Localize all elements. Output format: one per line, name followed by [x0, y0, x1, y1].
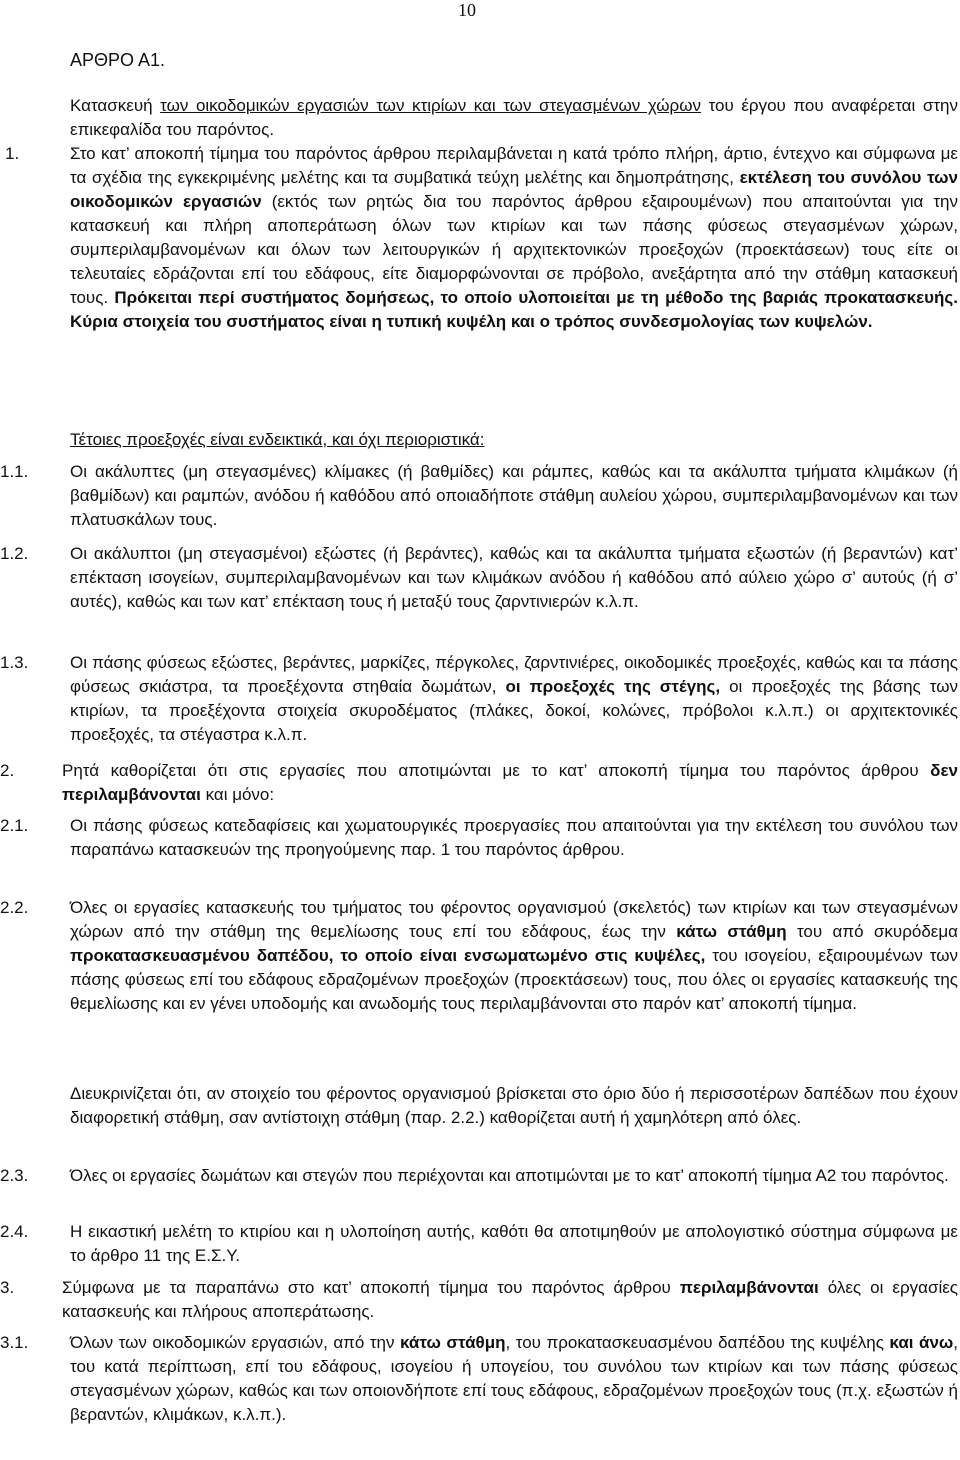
article-title: ΑΡΘΡΟ Α1. — [70, 50, 166, 70]
section-text: Οι ακάλυπτοι (μη στεγασμένοι) εξώστες (ή βεράντες), καθώς και τα ακάλυπτα τμήματα εξωστών (ή βεραντών) κατ’ επέκταση ισογείων, συμπεριλαμβανομένων και των κλιμάκων ανόδου ή καθόδου από αύλειο χώρο σ’ αυτούς (ή σ’ αυτές), καθώς και των κατ’ επέκταση τους ή μεταξύ τους ζαρντινιερών κ.λ.π. — [70, 544, 958, 611]
section-number: 2.4. — [0, 1222, 29, 1241]
section-number: 3. — [0, 1278, 15, 1297]
section-number: 2.2. — [0, 898, 29, 917]
section-text: Οι πάσης φύσεως κατεδαφίσεις και χωματουργικές προεργασίες που απαιτούνται για την εκτέλεση του συνόλου των παραπάνω κατασκευών της προηγούμενης παρ. 1 του παρόντος άρθρου. — [70, 816, 958, 859]
section-number: 3.1. — [0, 1333, 29, 1352]
section-text: Σύμφωνα με τα παραπάνω στο κατ’ αποκοπή τίμημα του παρόντος άρθρου περιλαμβάνονται όλες οι εργασίες κατασκευής και πλήρους αποπεράτωσης. — [62, 1278, 958, 1321]
examples-note: Τέτοιες προεξοχές είναι ενδεικτικά, και όχι περιοριστικά: — [70, 430, 485, 449]
section-text: Όλων των οικοδομικών εργασιών, από την κάτω στάθμη, του προκατασκευασμένου δαπέδου της κυψέλης και άνω, του κατά περίπτωση, επί του εδάφους, ισογείου ή υπογείου, του συνόλου των κτιρίων και των πάσης φύσεως στεγασμένων χώρων, καθώς και των οποιονδήποτε επί τους εδάφους, εδραζομένων προεξοχών τους (π.χ. εξωστών ή βεραντών, κλιμάκων, κ.λ.π.). — [70, 1333, 959, 1424]
intro-paragraph: Κατασκευή των οικοδομικών εργασιών των κτιρίων και των στεγασμένων χώρων του έργου που αναφέρεται στην επικεφαλίδα του παρόντος. — [70, 96, 958, 139]
section-text: Η εικαστική μελέτη το κτιρίου και η υλοποίηση αυτής, καθότι θα αποτιμηθούν με απολογιστικό σύστημα σύμφωνα με το άρθρο 11 της Ε.Σ.Υ. — [70, 1222, 958, 1265]
page-number: 10 — [458, 0, 476, 20]
clarification-paragraph: Διευκρινίζεται ότι, αν στοιχείο του φέροντος οργανισμού βρίσκεται στο όριο δύο ή περισσοτέρων δαπέδων που έχουν διαφορετική στάθμη, σαν αντίστοιχη στάθμη (παρ. 2.2.) καθορίζεται αυτή ή χαμηλότερη από όλες. — [70, 1084, 958, 1127]
section-number: 1.3. — [0, 653, 29, 672]
section-text: Οι ακάλυπτες (μη στεγασμένες) κλίμακες (ή βαθμίδες) και ράμπες, καθώς και τα ακάλυπτα τμήματα κλιμάκων (ή βαθμίδων) και ραμπών, ανόδου ή καθόδου από οποιαδήποτε στάθμη αυλείου χώρου, συμπεριλαμβανομένων και των πλατυσκάλων τους. — [70, 462, 958, 529]
section-text: Ρητά καθορίζεται ότι στις εργασίες που αποτιμώνται με το κατ’ αποκοπή τίμημα του παρόντος άρθρου δεν περιλαμβάνονται και μόνο: — [62, 761, 958, 804]
section-number: 2. — [0, 761, 15, 780]
section-text: Οι πάσης φύσεως εξώστες, βεράντες, μαρκίζες, πέργκολες, ζαρντινιέρες, οικοδομικές προεξοχές, καθώς και τα πάσης φύσεως σκιάστρα, τα προεξέχοντα στηθαία δωμάτων, οι προεξοχές της στέγης, οι προεξοχές της βάσης των κτιρίων, τα προεξέχοντα στοιχεία σκυροδέματος (πλάκες, δοκοί, κολώνες, πρόβολοι κ.λ.π.) οι αρχιτεκτονικές προεξοχές, τα στέγαστρα κ.λ.π. — [70, 653, 958, 744]
section-text: Όλες οι εργασίες δωμάτων και στεγών που περιέχονται και αποτιμώνται με το κατ’ αποκοπή τίμημα Α2 του παρόντος. — [70, 1166, 949, 1185]
section-number: 1.1. — [0, 462, 29, 481]
section-number: 2.1. — [0, 816, 29, 835]
section-text: Στο κατ’ αποκοπή τίμημα του παρόντος άρθρου περιλαμβάνεται η κατά τρόπο πλήρη, άρτιο, έντεχνο και σύμφωνα με τα σχέδια της εγκεκριμένης μελέτης και τα συμβατικά τεύχη μελέτης και δημοπράτησης, εκτέλεση του συνόλου των οικοδομικών εργασιών (εκτός των ρητώς δια του παρόντος άρθρου εξαιρουμένων) που απαιτούνται για την κατασκευή και πλήρη αποπεράτωση όλων των κτιρίων και των πάσης φύσεως στεγασμένων χώρων, συμπεριλαμβανομένων και όλων των λειτουργικών ή αρχιτεκτονικών προεξοχών (προεκτάσεων) τους είτε οι τελευταίες εδράζονται επί του εδάφους, είτε διαμορφώνονται σε πρόβολο, ανεξάρτητα από την στάθμη κατασκευή τους. Πρόκειται περί συστήματος δομήσεως, το οποίο υλοποιείται με τη μέθοδο της βαριάς προκατασκευής. Κύρια στοιχεία του συστήματος είναι η τυπική κυψέλη και ο τρόπος συνδεσμολογίας των κυψελών. — [70, 144, 958, 331]
section-text: Όλες οι εργασίες κατασκευής του τμήματος του φέροντος οργανισμού (σκελετός) των κτιρίων και των στεγασμένων χώρων από την στάθμη της θεμελίωσης τους επί του εδάφους, έως την κάτω στάθμη του από σκυρόδεμα προκατασκευασμένου δαπέδου, το οποίο είναι ενσωματωμένο στις κυψέλες, του ισογείου, εξαιρουμένων των πάσης φύσεως επί του εδάφους εδραζομένων προεξοχών (προεκτάσεων) τους, που όλες οι εργασίες κατασκευής της θεμελίωσης και εν γένει υποδομής και ανωδομής τους περιλαμβάνονται στο παρόν κατ’ αποκοπή τίμημα. — [70, 898, 959, 1013]
section-number: 1.2. — [0, 544, 29, 563]
section-number: 2.3. — [0, 1166, 29, 1185]
section-number: 1. — [5, 144, 20, 163]
intro-underlined-phrase: των οικοδομικών εργασιών των κτιρίων και των στεγασμένων χώρων — [160, 96, 702, 115]
